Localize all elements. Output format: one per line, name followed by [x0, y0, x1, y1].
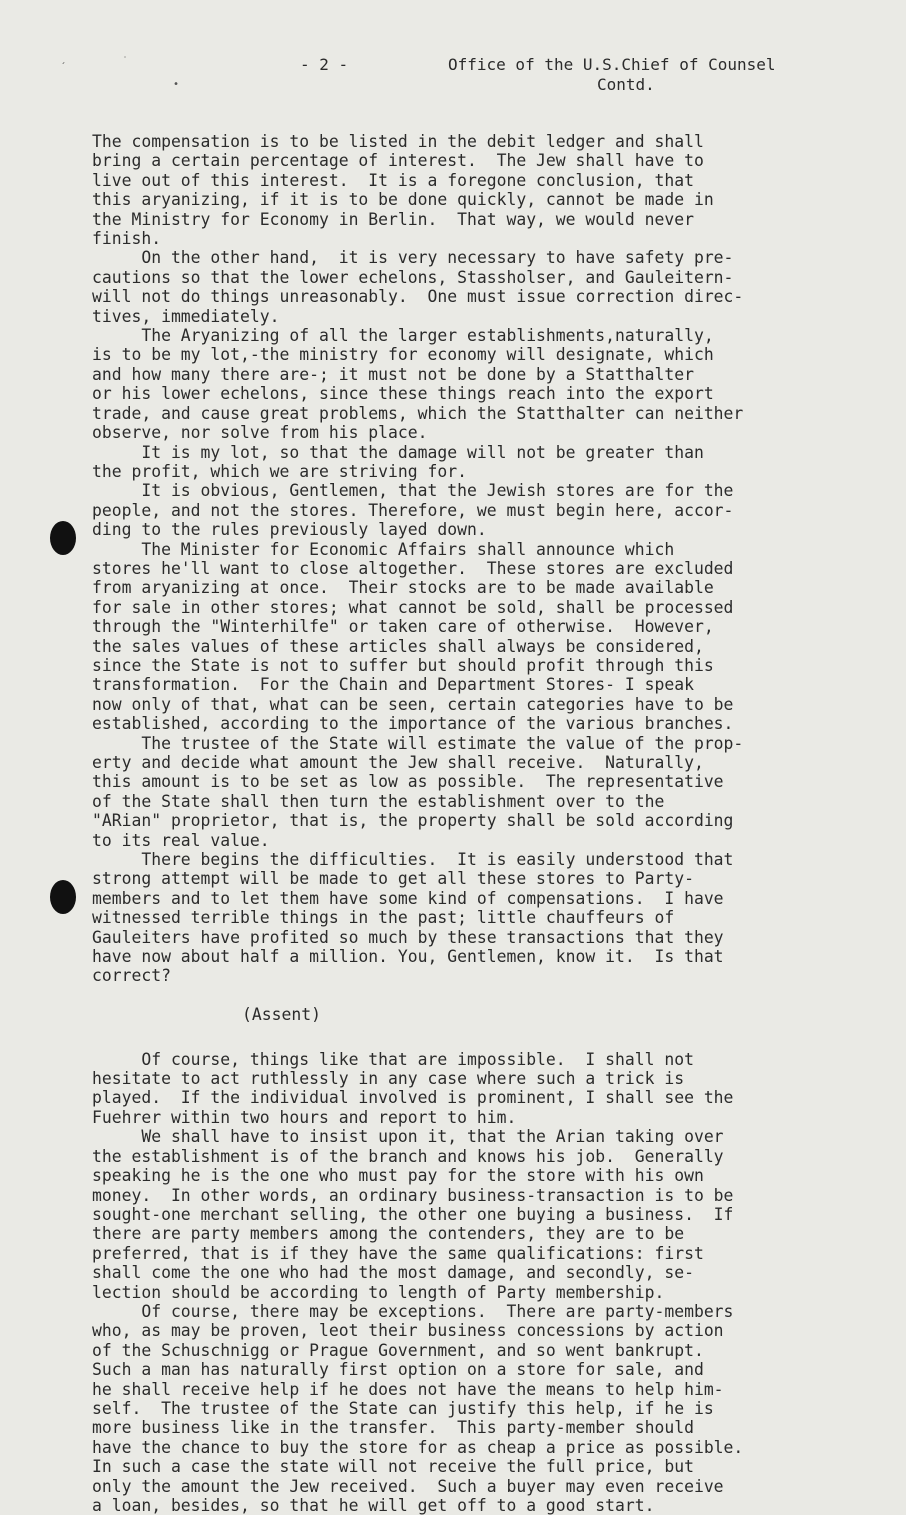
- text-line: cautions so that the lower echelons, Stassholser, and Gauleitern-: [92, 267, 734, 287]
- text-line: for sale in other stores; what cannot be sold, shall be processed: [92, 597, 734, 617]
- text-line: sought-one merchant selling, the other one buying a business. If: [92, 1204, 734, 1224]
- text-line: self. The trustee of the State can justify this help, if he is: [92, 1398, 714, 1418]
- text-line: ding to the rules previously layed down.: [92, 520, 487, 540]
- text-line: bring a certain percentage of interest. The Jew shall have to: [92, 151, 704, 171]
- text-line: stores he'll want to close altogether. These stores are excluded: [92, 558, 734, 578]
- text-line: from aryanizing at once. Their stocks are to be made available: [92, 578, 714, 598]
- text-line: Of course, there may be exceptions. There are party-members: [92, 1301, 734, 1321]
- text-line: the sales values of these articles shall always be considered,: [92, 636, 704, 656]
- punch-hole: [50, 880, 76, 914]
- text-line: In such a case the state will not receive the full price, but: [92, 1457, 694, 1477]
- text-line: There begins the difficulties. It is easily understood that: [92, 850, 734, 870]
- text-line: Of course, things like that are impossible. I shall not: [92, 1049, 694, 1069]
- text-line: strong attempt will be made to get all these stores to Party-: [92, 869, 694, 889]
- text-line: established, according to the importance of the various branches.: [92, 714, 734, 734]
- text-line: It is my lot, so that the damage will not be greater than: [92, 442, 704, 462]
- text-line: this aryanizing, if it is to be done quickly, cannot be made in: [92, 190, 714, 210]
- text-line: and how many there are-; it must not be done by a Statthalter: [92, 364, 694, 384]
- text-line: played. If the individual involved is prominent, I shall see the: [92, 1088, 734, 1108]
- text-line: preferred, that is if they have the same qualifications: first: [92, 1243, 704, 1263]
- text-line: the establishment is of the branch and knows his job. Generally: [92, 1146, 724, 1166]
- text-line: only the amount the Jew received. Such a buyer may even receive: [92, 1476, 724, 1496]
- text-line: transformation. For the Chain and Department Stores- I speak: [92, 675, 694, 695]
- text-line: more business like in the transfer. This party-member should: [92, 1418, 694, 1438]
- text-line: On the other hand, it is very necessary to have safety pre-: [92, 248, 734, 268]
- text-line: It is obvious, Gentlemen, that the Jewish stores are for the: [92, 481, 734, 501]
- text-line: have the chance to buy the store for as cheap a price as possible.: [92, 1437, 744, 1457]
- stray-mark: ´: [60, 62, 67, 73]
- text-line: "ARian" proprietor, that is, the property shall be sold according: [92, 811, 734, 831]
- text-line: Gauleiters have profited so much by these transactions that they: [92, 927, 724, 947]
- text-line: The trustee of the State will estimate the value of the prop-: [92, 733, 744, 753]
- stray-mark: •: [173, 79, 180, 90]
- text-line: of the State shall then turn the establishment over to the: [92, 791, 665, 811]
- text-line: is to be my lot,-the ministry for economy will designate, which: [92, 345, 714, 365]
- text-block-1: [92, 132, 862, 986]
- text-line: will not do things unreasonably. One must issue correction direc-: [92, 287, 744, 307]
- text-line: tives, immediately.: [92, 306, 280, 326]
- text-line: he shall receive help if he does not have the means to help him-: [92, 1379, 724, 1399]
- text-line: people, and not the stores. Therefore, we must begin here, accor-: [92, 500, 734, 520]
- text-line: erty and decide what amount the Jew shall receive. Naturally,: [92, 753, 704, 772]
- text-line: speaking he is the one who must pay for the store with his own: [92, 1166, 704, 1186]
- text-line: trade, and cause great problems, which the Statthalter can neither: [92, 403, 744, 423]
- assent-note: (Assent): [242, 1005, 321, 1025]
- text-line: hesitate to act ruthlessly in any case where such a trick is: [92, 1069, 685, 1089]
- text-line: members and to let them have some kind of compensations. I have: [92, 888, 724, 908]
- text-line: of the Schuschnigg or Prague Government, and so went bankrupt.: [92, 1340, 704, 1360]
- text-line: lection should be according to length of Party membership.: [92, 1282, 665, 1302]
- text-line: The Aryanizing of all the larger establishments,naturally,: [92, 326, 714, 346]
- text-line: observe, nor solve from his place.: [92, 423, 428, 443]
- page-number: - 2 -: [300, 55, 349, 74]
- text-line: witnessed terrible things in the past; little chauffeurs of: [92, 908, 675, 928]
- text-line: since the State is not to suffer but should profit through this: [92, 655, 714, 675]
- text-line: the profit, which we are striving for.: [92, 461, 467, 481]
- text-line: to its real value.: [92, 830, 270, 850]
- text-line: now only of that, what can be seen, certain categories have to be: [92, 694, 734, 714]
- text-line: money. In other words, an ordinary business-transaction is to be: [92, 1185, 734, 1205]
- text-line: We shall have to insist upon it, that the Arian taking over: [92, 1127, 724, 1147]
- text-line: Fuehrer within two hours and report to him.: [92, 1107, 517, 1127]
- document-body: [92, 132, 862, 1515]
- text-line: have now about half a million. You, Gentlemen, know it. Is that: [92, 947, 724, 967]
- text-line: The compensation is to be listed in the debit ledger and shall: [92, 132, 704, 151]
- text-line: this amount is to be set as low as possible. The representative: [92, 772, 724, 792]
- text-line: live out of this interest. It is a foregone conclusion, that: [92, 170, 694, 190]
- text-line: through the "Winterhilfe" or taken care of otherwise. However,: [92, 617, 714, 637]
- text-line: finish.: [92, 229, 162, 249]
- continued-label: Contd.: [597, 75, 655, 94]
- stray-mark: ˙: [122, 56, 129, 67]
- text-line: or his lower echelons, since these things reach into the export: [92, 384, 714, 404]
- text-line: there are party members among the contenders, they are to be: [92, 1224, 685, 1244]
- text-line: a loan, besides, so that he will get off to a good start.: [92, 1496, 655, 1515]
- text-line: who, as may be proven, leot their business concessions by action: [92, 1321, 724, 1341]
- office-heading: Office of the U.S.Chief of Counsel: [448, 55, 776, 74]
- text-line: Such a man has naturally first option on a store for sale, and: [92, 1360, 704, 1380]
- text-line: shall come the one who had the most damage, and secondly, se-: [92, 1263, 694, 1283]
- punch-hole: [50, 521, 76, 555]
- text-block-2: [92, 1050, 862, 1515]
- text-line: The Minister for Economic Affairs shall announce which: [92, 539, 675, 559]
- text-line: the Ministry for Economy in Berlin. That way, we would never: [92, 209, 694, 229]
- text-line: correct?: [92, 966, 171, 986]
